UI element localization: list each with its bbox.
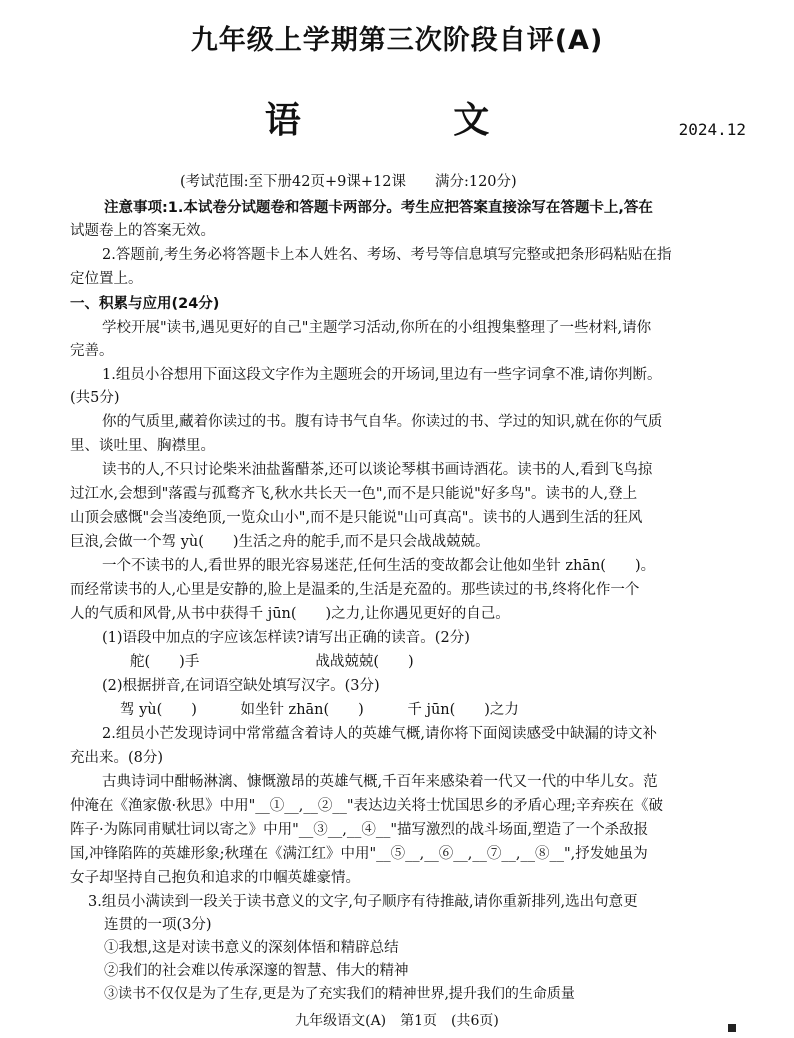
section-heading: 一、积累与应用(24分) [70, 296, 220, 312]
option-sentence: ②我们的社会难以传承深邃的智慧、伟大的精神 [104, 963, 409, 979]
subquestion-1: (1)语段中加点的字应该怎样读?请写出正确的读音。(2分) [102, 630, 470, 646]
answer-blanks: 驾 yù( ) 如坐针 zhān( ) 千 jūn( )之力 [120, 702, 519, 718]
passage-line: 女子却坚持自己抱负和追求的巾帼英雄豪情。 [70, 870, 360, 886]
intro-line: 完善。 [70, 343, 114, 359]
question-1: 1.组员小谷想用下面这段文字作为主题班会的开场词,里边有一些字词拿不准,请你判断。 [102, 367, 662, 383]
exam-title: 九年级上学期第三次阶段自评(A) [190, 25, 604, 56]
passage-line: 里、谈吐里、胸襟里。 [70, 438, 215, 454]
question-2-score: 充出来。(8分) [70, 750, 164, 766]
exam-date: 2024.12 [678, 120, 746, 139]
notice-line: 注意事项:1.本试卷分试题卷和答题卡两部分。考生应把答案直接涂写在答题卡上,答在 [104, 200, 653, 216]
qr-watermark [728, 1024, 774, 1032]
option-sentence: ③读书不仅仅是为了生存,更是为了充实我们的精神世界,提升我们的生命质量 [104, 986, 575, 1002]
passage-line: 读书的人,不只讨论柴米油盐酱醋茶,还可以谈论琴棋书画诗酒花。读书的人,看到飞鸟掠 [102, 462, 653, 478]
passage-line: 你的气质里,藏着你读过的书。腹有诗书气自华。你读过的书、学过的知识,就在你的气质 [102, 414, 663, 430]
question-3-score: 连贯的一项(3分) [104, 917, 212, 933]
passage-line: 人的气质和风骨,从书中获得千 jūn( )之力,让你遇见更好的自己。 [70, 606, 510, 622]
question-2: 2.组员小芒发现诗词中常常蕴含着诗人的英雄气概,请你将下面阅读感受中缺漏的诗文补 [102, 726, 657, 742]
subject-heading: 语 文 [264, 100, 530, 141]
subquestion-2: (2)根据拼音,在词语空缺处填写汉字。(3分) [102, 678, 380, 694]
notice-line: 试题卷上的答案无效。 [70, 223, 215, 239]
passage-line: 仲淹在《渔家傲·秋思》中用"__①__,__②__"表达边关将士忧国思乡的矛盾心理;辛弃疾在《破 [70, 798, 663, 814]
notice-line: 定位置上。 [70, 271, 143, 287]
passage-line: 而经常读书的人,心里是安静的,脸上是温柔的,生活是充盈的。那些读过的书,终将化作一个 [70, 582, 640, 598]
passage-line: 阵子·为陈同甫赋壮词以寄之》中用"__③__,__④__"描写激烈的战斗场面,塑造了一个杀敌报 [70, 822, 649, 838]
exam-scope: (考试范围:至下册42页+9课+12课 满分:120分) [180, 174, 517, 190]
notice-line: 2.答题前,考生务必将答题卡上本人姓名、考场、考号等信息填写完整或把条形码粘贴在指 [102, 247, 672, 263]
passage-line: 过江水,会想到"落霞与孤鹜齐飞,秋水共长天一色",而不是只能说"好多鸟"。读书的人,登上 [70, 486, 638, 502]
question-3: 3.组员小满读到一段关于读书意义的文字,句子顺序有待推敲,请你重新排列,选出句意更 [88, 894, 638, 910]
option-sentence: ①我想,这是对读书意义的深刻体悟和精辟总结 [104, 940, 399, 956]
intro-line: 学校开展"读书,遇见更好的自己"主题学习活动,你所在的小组搜集整理了一些材料,请你 [102, 320, 652, 336]
passage-line: 古典诗词中酣畅淋漓、慷慨激昂的英雄气概,千百年来感染着一代又一代的中华儿女。范 [102, 774, 658, 790]
passage-line: 山顶会感慨"会当凌绝顶,一览众山小",而不是只能说"山可真高"。读书的人遇到生活的狂风 [70, 510, 643, 526]
qr-code-icon [728, 1024, 736, 1032]
passage-line: 国,冲锋陷阵的英雄形象;秋瑾在《满江红》中用"__⑤__,__⑥__,__⑦__,__⑧__",抒发她虽为 [70, 846, 648, 862]
answer-blanks: 舵( )手 战战兢兢( ) [130, 654, 414, 670]
page-footer: 九年级语文(A) 第1页 (共6页) [295, 1013, 499, 1029]
passage-line: 一个不读书的人,看世界的眼光容易迷茫,任何生活的变故都会让他如坐针 zhān( )。 [102, 558, 656, 574]
passage-line: 巨浪,会做一个驾 yù( )生活之舟的舵手,而不是只会战战兢兢。 [70, 534, 490, 550]
question-1-score: (共5分) [70, 390, 120, 406]
